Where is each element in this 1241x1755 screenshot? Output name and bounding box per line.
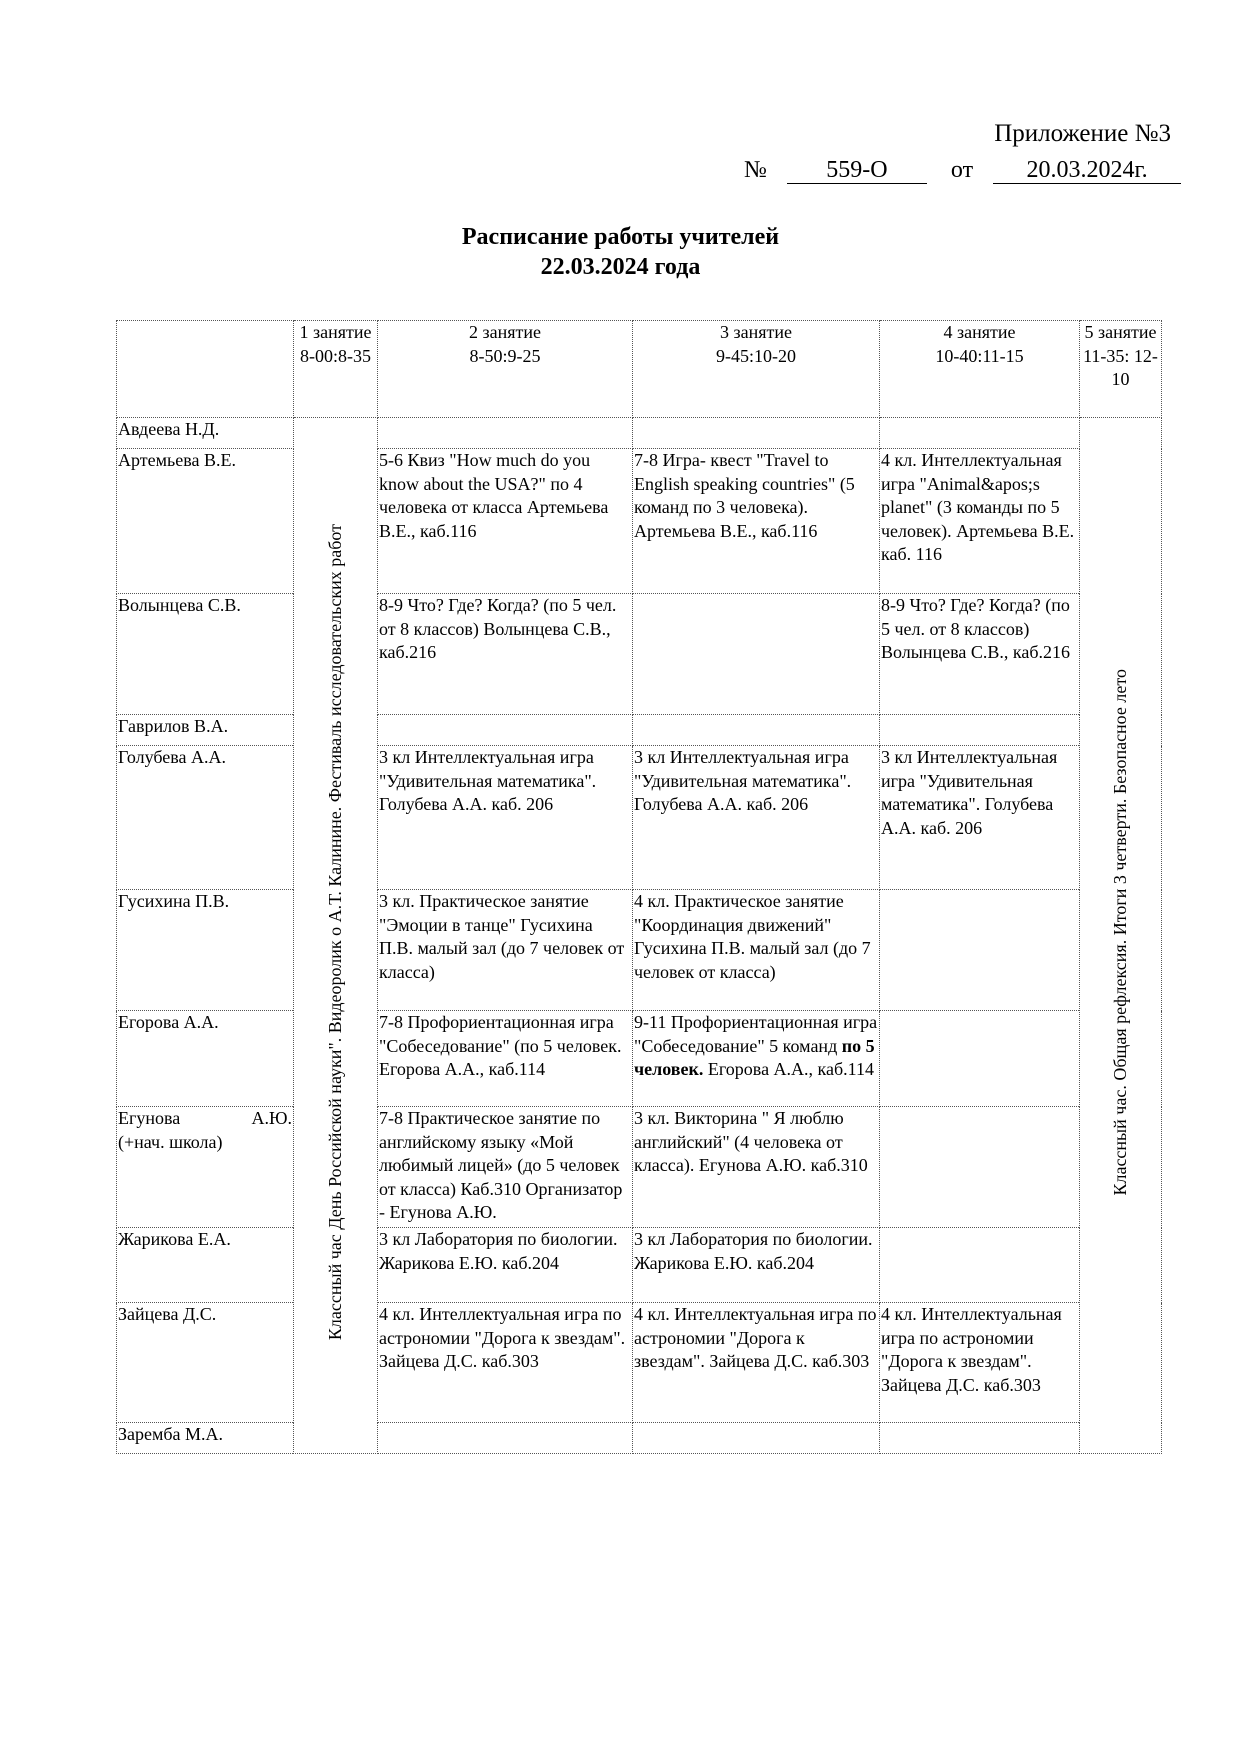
session-2-cell: 7-8 Профориентационная игра "Собеседование" (по 5 человек. Егорова А.А., каб.114 <box>378 1011 633 1107</box>
session-3-cell: 3 кл Интеллектуальная игра "Удивительная математика". Голубева А.А. каб. 206 <box>633 746 880 890</box>
table-row <box>117 1228 1162 1303</box>
table-row <box>117 1107 1162 1228</box>
session-2-cell: 3 кл Интеллектуальная игра "Удивительная математика". Голубева А.А. каб. 206 <box>378 746 633 890</box>
table-row <box>117 1423 1162 1454</box>
header-session-4: 4 занятие 10-40:11-15 <box>880 321 1080 418</box>
session-2-cell <box>378 418 633 449</box>
from-label: от <box>950 157 974 183</box>
session-3-cell <box>633 1423 880 1454</box>
session-2-cell: 8-9 Что? Где? Когда? (по 5 чел. от 8 классов) Волынцева С.В., каб.216 <box>378 594 633 715</box>
order-line <box>744 157 1181 184</box>
table-row <box>117 890 1162 1011</box>
session-2-cell <box>378 1423 633 1454</box>
session-2-cell: 7-8 Практическое занятие по английскому языку «Мой любимый лицей» (до 5 человек от класса) Каб.310 Организатор - Егунова А.Ю. <box>378 1107 633 1228</box>
appendix-label: Приложение №3 <box>994 120 1171 147</box>
session-3-cell: 4 кл. Интеллектуальная игра по астрономии "Дорога к звездам". Зайцева Д.С. каб.303 <box>633 1303 880 1423</box>
session-3-cell <box>633 418 880 449</box>
title-line-2: 22.03.2024 года <box>540 254 701 280</box>
title-line-1: Расписание работы учителей <box>461 224 780 250</box>
session-2-cell <box>378 715 633 746</box>
page-title <box>0 222 1241 282</box>
header-session-5: 5 занятие 11-35: 12-10 <box>1080 321 1162 418</box>
session-5-merged: Классный час. Общая рефлексия. Итоги 3 четверти. Безопасное лето <box>1080 418 1162 1454</box>
teacher-name: Заремба М.А. <box>117 1423 294 1454</box>
table-row <box>117 715 1162 746</box>
session-2-cell: 4 кл. Интеллектуальная игра по астрономии "Дорога к звездам". Зайцева Д.С. каб.303 <box>378 1303 633 1423</box>
header-session-3: 3 занятие 9-45:10-20 <box>633 321 880 418</box>
teacher-name: Егунова А.Ю. (+нач. школа) <box>117 1107 294 1228</box>
session-4-cell <box>880 1423 1080 1454</box>
session-4-cell: 4 кл. Интеллектуальная игра по астрономии "Дорога к звездам". Зайцева Д.С. каб.303 <box>880 1303 1080 1423</box>
header-session-1: 1 занятие 8-00:8-35 <box>294 321 378 418</box>
session-3-cell: 9-11 Профориентационная игра "Собеседование" 5 команд по 5 человек. Егорова А.А., каб.114 <box>633 1011 880 1107</box>
table-row <box>117 1303 1162 1423</box>
table-row <box>117 418 1162 449</box>
header-row <box>117 321 1162 418</box>
session-3-cell <box>633 715 880 746</box>
teacher-name: Гусихина П.В. <box>117 890 294 1011</box>
table-row <box>117 1011 1162 1107</box>
session-3-cell: 3 кл. Викторина " Я люблю английский" (4 человека от класса). Егунова А.Ю. каб.310 <box>633 1107 880 1228</box>
session-4-cell <box>880 890 1080 1011</box>
order-date: 20.03.2024г. <box>993 157 1181 184</box>
teacher-name: Голубева А.А. <box>117 746 294 890</box>
teacher-name: Авдеева Н.Д. <box>117 418 294 449</box>
teacher-name: Жарикова Е.А. <box>117 1228 294 1303</box>
teacher-name: Егорова А.А. <box>117 1011 294 1107</box>
session-2-cell: 3 кл. Практическое занятие "Эмоции в танце" Гусихина П.В. малый зал (до 7 человек от класса) <box>378 890 633 1011</box>
teacher-name: Артемьева В.Е. <box>117 449 294 594</box>
session-2-cell: 5-6 Квиз "How much do you know about the USA?" по 4 человека от класса Артемьева В.Е., каб.116 <box>378 449 633 594</box>
table-row <box>117 594 1162 715</box>
session-4-cell <box>880 418 1080 449</box>
header-name-col <box>117 321 294 418</box>
order-number: 559-О <box>787 157 927 184</box>
session-4-cell: 3 кл Интеллектуальная игра "Удивительная математика". Голубева А.А. каб. 206 <box>880 746 1080 890</box>
teacher-name: Волынцева С.В. <box>117 594 294 715</box>
session-1-merged: Классный час День Российской науки". Видеоролик о А.Т. Калинине. Фестиваль исследовательских работ <box>294 418 378 1454</box>
session-3-cell: 4 кл. Практическое занятие "Координация движений" Гусихина П.В. малый зал (до 7 человек от класса) <box>633 890 880 1011</box>
session-4-cell: 4 кл. Интеллектуальная игра "Animal&apos;s planet" (3 команды по 5 человек). Артемьева В.Е. каб. 116 <box>880 449 1080 594</box>
table-row <box>117 746 1162 890</box>
teacher-name: Зайцева Д.С. <box>117 1303 294 1423</box>
schedule-table <box>116 320 1162 1454</box>
session-4-cell <box>880 715 1080 746</box>
session-4-cell <box>880 1011 1080 1107</box>
session-4-cell: 8-9 Что? Где? Когда? (по 5 чел. от 8 классов) Волынцева С.В., каб.216 <box>880 594 1080 715</box>
header-session-2: 2 занятие 8-50:9-25 <box>378 321 633 418</box>
table-row <box>117 449 1162 594</box>
session-3-cell: 3 кл Лаборатория по биологии. Жарикова Е.Ю. каб.204 <box>633 1228 880 1303</box>
session-3-cell <box>633 594 880 715</box>
session-4-cell <box>880 1228 1080 1303</box>
session-2-cell: 3 кл Лаборатория по биологии. Жарикова Е.Ю. каб.204 <box>378 1228 633 1303</box>
number-sign: № <box>744 157 767 183</box>
session-4-cell <box>880 1107 1080 1228</box>
teacher-name: Гаврилов В.А. <box>117 715 294 746</box>
session-3-cell: 7-8 Игра- квест "Travel to English speaking countries" (5 команд по 3 человека). Артемьева В.Е., каб.116 <box>633 449 880 594</box>
